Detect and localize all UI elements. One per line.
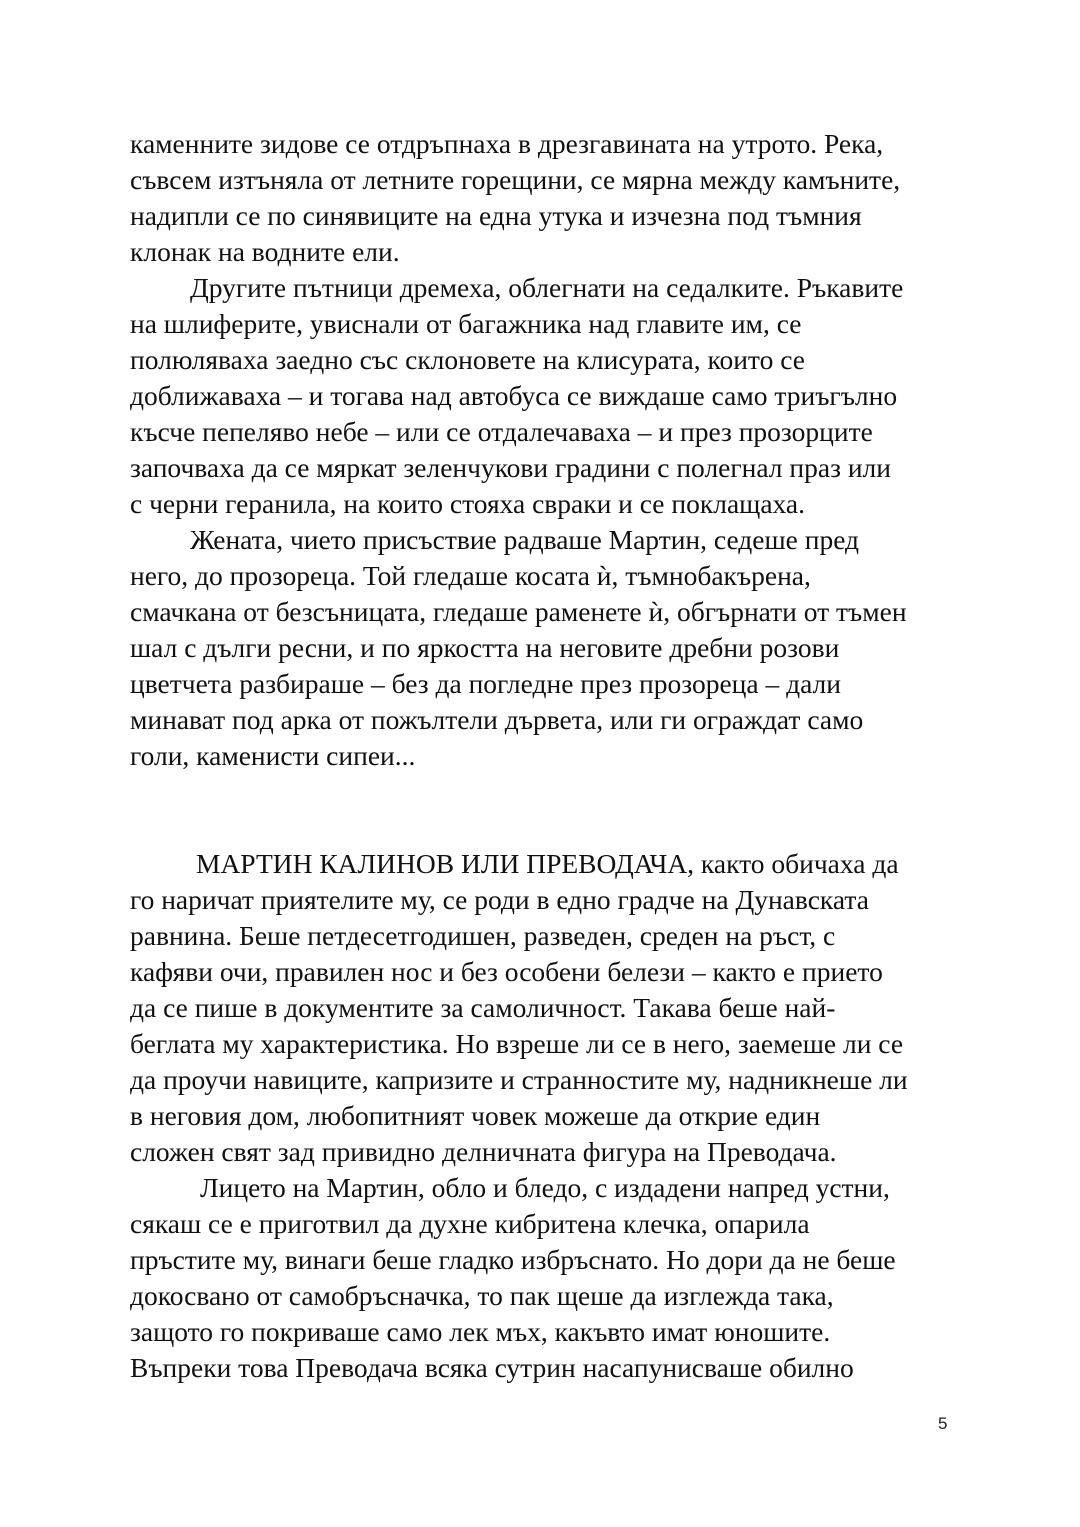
text-line: каменните зидове се отдръпнаха в дрезгавината на утрото. Река, xyxy=(130,128,884,159)
text-line: да се пише в документите за самоличност. Такава беше най- xyxy=(130,992,836,1023)
text-line: с черни геранила, на които стояха свраки и се поклащаха. xyxy=(130,488,805,519)
page-number: 5 xyxy=(938,1414,948,1433)
text-line: доближаваха – и тогава над автобуса се виждаше само триъгълно xyxy=(130,380,898,411)
text-line: голи, каменисти сипеи... xyxy=(130,740,416,771)
text-line: минават под арка от пожълтели дървета, или ги ограждат само xyxy=(130,704,864,735)
section-break xyxy=(130,774,960,846)
text-line: Жената, чието присъствие радваше Мартин, седеше пред xyxy=(190,524,860,555)
text-line: беглата му характеристика. Но взреше ли се в него, заемеше ли се xyxy=(130,1028,904,1059)
text-line: Другите пътници дремеха, облегнати на седалките. Ръкавите xyxy=(190,272,904,303)
text-line: започваха да се мяркат зеленчукови градини с полегнал праз или xyxy=(130,452,891,483)
text-line: смачкана от безсъницата, гледаше раменете ѝ, обгърнати от тъмен xyxy=(130,596,907,627)
paragraph-1 xyxy=(130,126,960,270)
text-line: в неговия дом, любопитният човек можеше да открие един xyxy=(130,1100,821,1131)
page-body xyxy=(130,126,960,1386)
text-line: полюляваха заедно със склоновете на клисурата, които се xyxy=(130,344,805,375)
text-line: Лицето на Мартин, обло и бледо, с издадени напред устни, xyxy=(200,1172,890,1203)
text-line: клонак на водните ели. xyxy=(130,236,400,267)
text-line: шал с дълги ресни, и по яркостта на неговите дребни розови xyxy=(130,632,840,663)
paragraph-5 xyxy=(130,1170,960,1386)
text-line: съвсем изтъняла от летните горещини, се мярна между камъните, xyxy=(130,164,901,195)
text-line: докосвано от самобръсначка, то пак щеше да изглежда така, xyxy=(130,1280,834,1311)
paragraph-4 xyxy=(130,846,960,1170)
text-line: равнина. Беше петдесетгодишен, разведен, среден на ръст, с xyxy=(130,920,836,951)
text-line: него, до прозореца. Той гледаше косата ѝ, тъмнобакърена, xyxy=(130,560,811,591)
text-line: защото го покриваше само лек мъх, какъвто имат юношите. xyxy=(130,1316,831,1347)
text-line: сякаш се е приготвил да духне кибритена клечка, опарила xyxy=(130,1208,810,1239)
text-line: на шлиферите, увиснали от багажника над главите им, се xyxy=(130,308,802,339)
paragraph-2 xyxy=(130,270,960,522)
paragraph-3 xyxy=(130,522,960,774)
text-line: пръстите му, винаги беше гладко избръснато. Но дори да не беше xyxy=(130,1244,896,1275)
text-line: кафяви очи, правилен нос и без особени белези – както е прието xyxy=(130,956,883,987)
text-line: МАРТИН КАЛИНОВ ИЛИ ПРЕВОДАЧА, както обичаха да xyxy=(196,848,899,879)
text-line: да проучи навиците, капризите и странностите му, надникнеше ли xyxy=(130,1064,908,1095)
text-line: късче пепеляво небе – или се отдалечаваха – и през прозорците xyxy=(130,416,873,447)
text-line: сложен свят зад привидно делничната фигура на Преводача. xyxy=(130,1136,837,1167)
text-line: го наричат приятелите му, се роди в едно градче на Дунавската xyxy=(130,884,869,915)
text-line: Въпреки това Преводача всяка сутрин насапунисваше обилно xyxy=(130,1352,854,1383)
text-line: цветчета разбираше – без да погледне през прозореца – дали xyxy=(130,668,841,699)
text-line: надипли се по синявиците на една утука и изчезна под тъмния xyxy=(130,200,862,231)
